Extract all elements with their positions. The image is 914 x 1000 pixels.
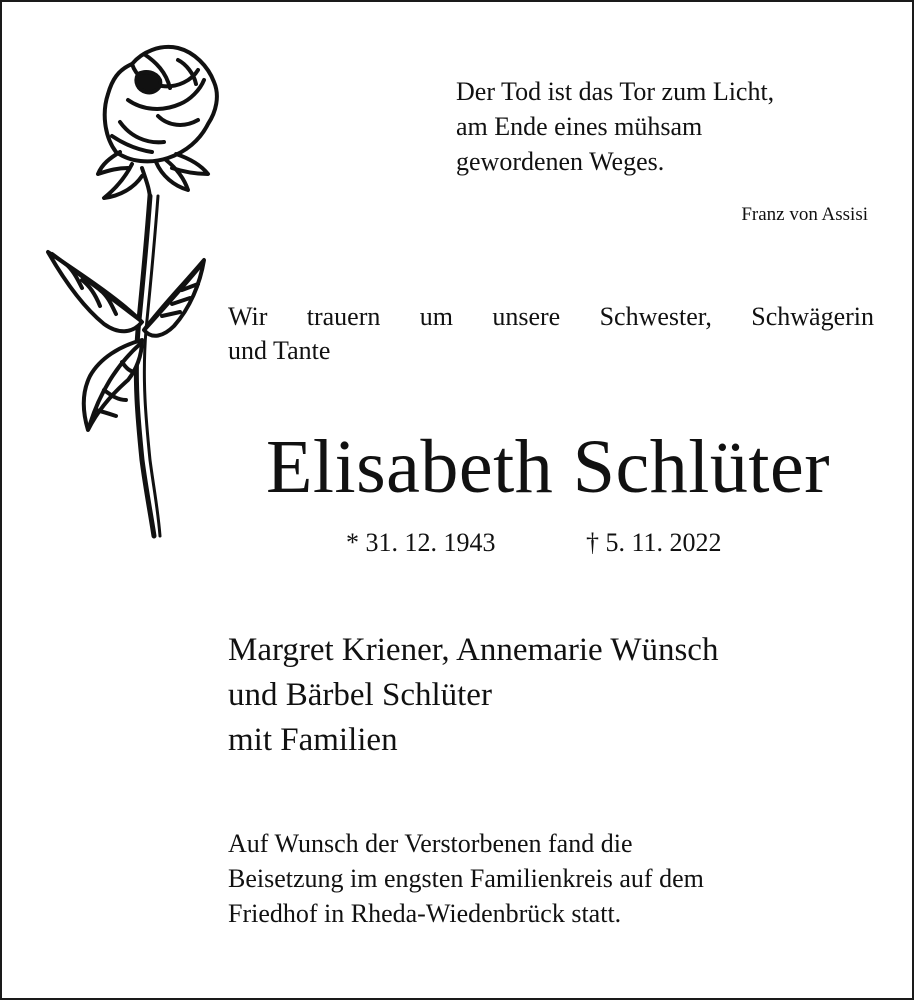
note-line: Friedhof in Rheda-Wiedenbrück statt. (228, 899, 622, 928)
quote-author: Franz von Assisi (741, 204, 868, 225)
quote-line: am Ende eines mühsam (456, 112, 703, 141)
quote-line: Der Tod ist das Tor zum Licht, (456, 77, 775, 106)
deceased-name: Elisabeth Schlüter (265, 425, 831, 509)
note-line: Auf Wunsch der Verstorbenen fand die (228, 829, 633, 858)
note-line: Beisetzung im engsten Familienkreis auf dem (228, 864, 704, 893)
mourners (228, 628, 878, 763)
mourner-line: und Bärbel Schlüter (228, 677, 492, 713)
burial-note (228, 826, 878, 931)
rose-icon (38, 40, 228, 550)
mourner-line: Margret Kriener, Annemarie Wünsch (228, 632, 719, 668)
mourner-line: mit Familien (228, 722, 398, 758)
intro-line: Wir trauern um unsere Schwester, Schwägerin (228, 302, 874, 331)
intro-line: und Tante (228, 336, 331, 365)
quote (456, 74, 886, 179)
birth-date: * 31. 12. 1943 (346, 528, 496, 557)
quote-line: gewordenen Weges. (456, 147, 665, 176)
intro-text (228, 300, 874, 368)
death-date: † 5. 11. 2022 (586, 528, 722, 557)
